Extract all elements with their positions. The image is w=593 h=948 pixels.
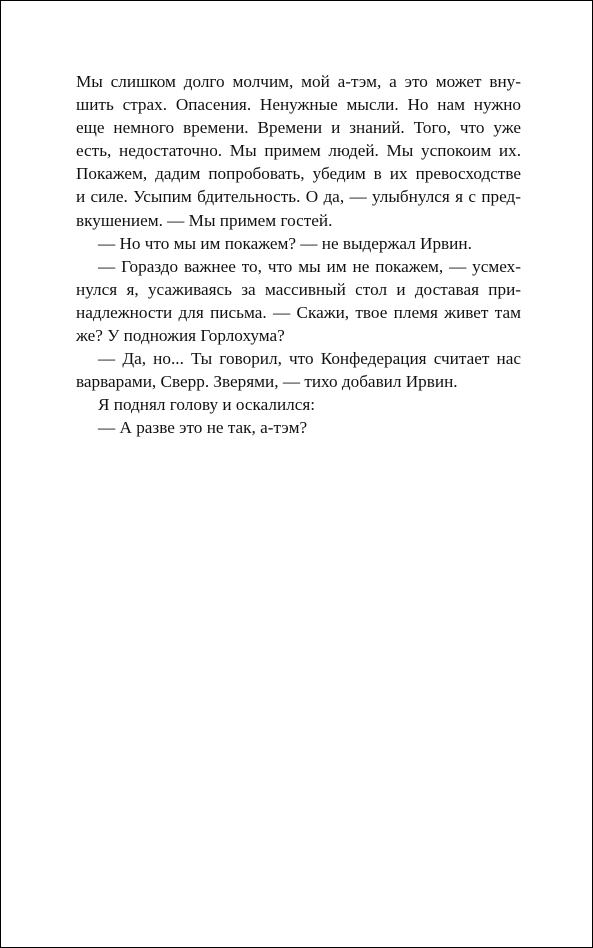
- text-line: шить страх. Опасения. Ненужные мысли. Но нам нужно: [76, 95, 521, 115]
- text-line: же? У подножия Горлохума?: [76, 326, 285, 346]
- text-line: — Но что мы им покажем? — не выдержал Ирвин.: [98, 233, 472, 253]
- text-line: Мы слишком долго молчим, мой а-тэм, а это может вну-: [76, 72, 521, 91]
- body-text: [76, 70, 521, 440]
- text-line: вкушением. — Мы примем гостей.: [76, 210, 333, 230]
- text-line: — Гораздо важнее то, что мы им не покажем, — усмех-: [98, 256, 521, 276]
- text-line: есть, недостаточно. Мы примем людей. Мы успокоим их.: [76, 141, 521, 161]
- text-line: Покажем, дадим попробовать, убедим в их превосходстве: [76, 164, 521, 184]
- text-line: варварами, Сверр. Зверями, — тихо добавил Ирвин.: [76, 372, 458, 392]
- text-line: — Да, но... Ты говорил, что Конфедерация считает нас: [98, 349, 521, 369]
- text-line: нулся я, усаживаясь за массивный стол и доставая при-: [76, 279, 521, 299]
- text-line: еще немного времени. Времени и знаний. Того, что уже: [76, 118, 521, 138]
- text-line: — А разве это не так, а-тэм?: [98, 418, 308, 438]
- text-line: и силе. Усыпим бдительность. О да, — улыбнулся я с пред-: [76, 187, 521, 207]
- text-line: Я поднял голову и оскалился:: [98, 395, 316, 415]
- text-line: надлежности для письма. — Скажи, твое племя живет там: [76, 302, 521, 322]
